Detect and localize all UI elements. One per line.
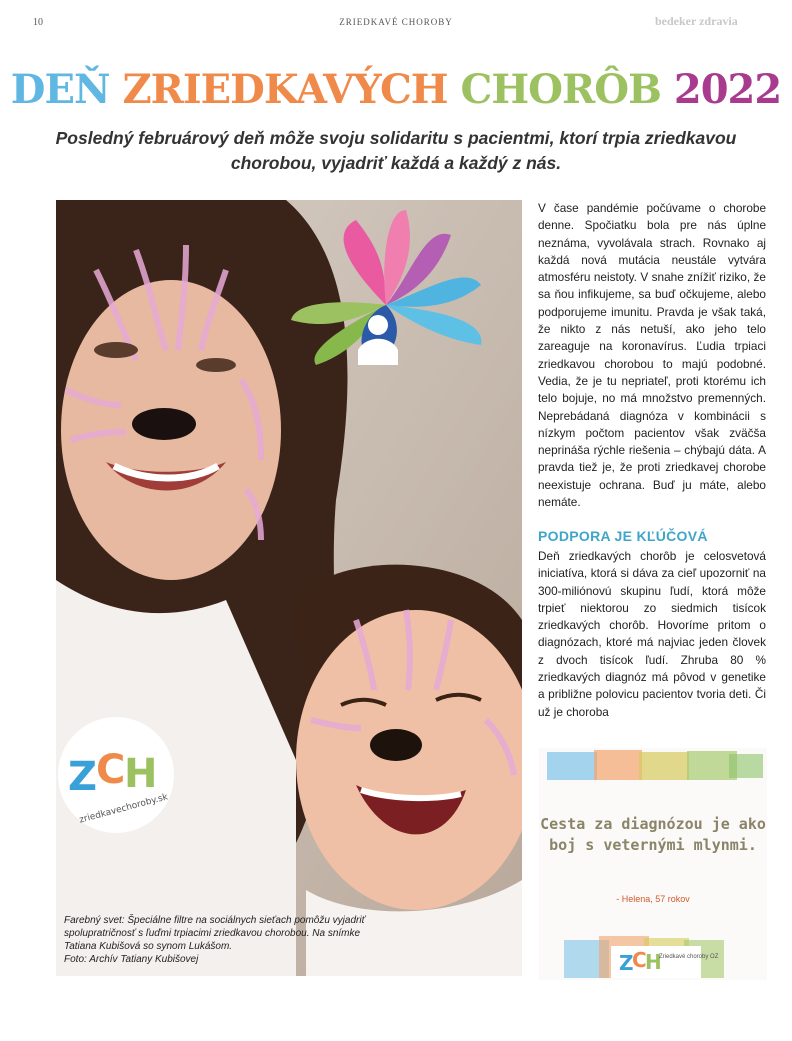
title-word-4: 2022 — [673, 66, 782, 113]
inset-logo-c: C — [632, 948, 647, 972]
badge-letter-z: Z — [68, 754, 98, 800]
caption-credit: Foto: Archív Tatiany Kubišovej — [64, 954, 199, 965]
badge-letter-c: C — [96, 747, 126, 793]
zch-badge — [58, 717, 174, 833]
quote-inset — [539, 748, 767, 980]
running-title: ZRIEDKAVÉ CHOROBY — [339, 17, 453, 27]
inset-quote: Cesta za diagnózou je ako boj s veternými mlynmi. — [540, 815, 766, 854]
title-word-2: ZRIEDKAVÝCH — [122, 66, 448, 113]
caption-text: Farebný svet: Špeciálne filtre na sociálnych sieťach pomôžu vyjadriť spolupratričnosť s ľuďmi trpiacimi zriedkavou chorobou. Na snímke Tatiana Kubišová so synom Lukášom. — [64, 915, 366, 952]
photo-caption — [64, 914, 394, 966]
magazine-brand: bedeker zdravia — [655, 14, 738, 28]
inset-attribution: - Helena, 57 rokov — [616, 894, 690, 904]
photo-illustration — [56, 200, 522, 976]
inset-logo-h: H — [645, 950, 662, 974]
page-number: 10 — [33, 17, 43, 28]
inset-logo-label: Zriedkavé choroby OZ — [659, 954, 719, 960]
watercolor-decoration — [539, 748, 767, 980]
article-paragraph-1: V čase pandémie počúvame o chorobe denne. Spočiatku bola pre nás úplne neznáma, vyvolávala strach. Rovnako aj každá nová mutácia neustále vytvára atmosféru neistoty. V snahe znížiť riziko, že sa ňou infikujeme, sa buď očkujeme, alebo podporujeme imunitu. Pravda je však taká, že nikto z nás netuší, ako jeho telo zareaguje na koronavírus. Ľudia trpiaci zriedkavou chorobou to majú podobné. Vedia, že je tu nepriateľ, proti ktorému ich telo bojuje, no má množstvo premenných. Neprebádaná diagnóza v kombinácii s nízkym počtom pacientov však zväčša neprináša rýchle riešenia – chýbajú dáta. A pravda tiež je, že proti zriedkavej chorobe neexistuje ochrana. Buď ju máte, alebo nemáte. — [538, 201, 766, 510]
inset-logo-z: Z — [619, 951, 634, 975]
article-photo — [56, 200, 522, 976]
section-heading: PODPORA JE KĽÚČOVÁ — [538, 528, 708, 544]
article-paragraph-2: Deň zriedkavých chorôb je celosvetová iniciatíva, ktorá si dáva za cieľ upozorniť na 300-miliónovú skupinu ľudí, ktorá môže trpieť niektorou zo siedmich tisícok zriedkavých chorôb. Hovoríme pritom o diagnózach, ktoré má najviac jeden človek z dvoch tisícok ľudí. Zhruba 80 % zriedkavých diagnóz má pôvod v genetike a približne polovicu pacientov tvoria deti. Či už je choroba — [538, 549, 766, 719]
article-lead: Posledný februárový deň môže svoju solidaritu s pacientmi, ktorí trpia zriedkavou chorobou, vyjadriť každá a každý z nás. — [55, 128, 737, 173]
badge-letter-h: H — [124, 751, 158, 797]
title-word-3: CHORÔB — [460, 66, 661, 113]
title-word-1: DEŇ — [10, 66, 110, 113]
badge-url: zriedkavechoroby.sk — [78, 792, 170, 826]
article-title — [0, 66, 792, 113]
